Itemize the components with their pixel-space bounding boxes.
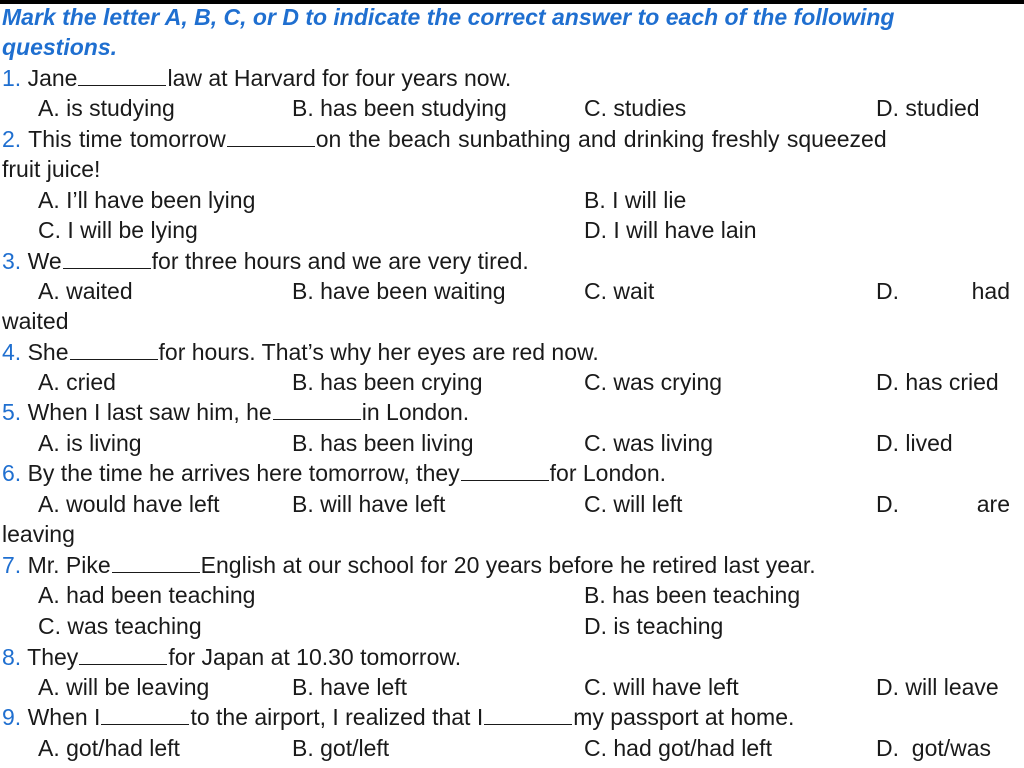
question-9 xyxy=(2,702,794,732)
question-text: By the time he arrives here tomorrow, they xyxy=(27,460,460,486)
question-text: This time tomorrow xyxy=(28,126,226,152)
question-text: They xyxy=(27,644,79,670)
answer-blank xyxy=(484,706,572,725)
option-d: D. xyxy=(876,278,899,304)
option-d-continuation: leaving xyxy=(2,521,75,547)
option-d: D. has cried xyxy=(876,369,999,395)
question-3 xyxy=(2,246,529,276)
option-c: C. was living xyxy=(584,430,714,456)
option-d: D. I will have lain xyxy=(584,217,757,243)
answer-blank xyxy=(112,554,200,573)
question-text: for Japan at 10.30 tomorrow. xyxy=(168,644,462,670)
option-c: C. studies xyxy=(584,95,687,121)
option-d-text: had xyxy=(971,278,1010,304)
question-number: 8. xyxy=(2,644,22,670)
question-number: 7. xyxy=(2,552,22,578)
option-d-text: are xyxy=(976,491,1010,517)
question-text: on the beach sunbathing and drinking freshly squeezed xyxy=(315,126,887,152)
question-text: for three hours and we are very tired. xyxy=(151,248,529,274)
question-text: in London. xyxy=(361,399,470,425)
question-text: law at Harvard for four years now. xyxy=(167,65,512,91)
question-7 xyxy=(2,550,816,580)
option-a: A. is studying xyxy=(38,95,175,121)
option-b: B. has been teaching xyxy=(584,582,801,608)
answer-blank xyxy=(273,401,361,420)
question-8 xyxy=(2,642,461,672)
question-number: 3. xyxy=(2,248,22,274)
option-b: B. have been waiting xyxy=(292,278,506,304)
question-number: 2. xyxy=(2,126,22,152)
question-number: 5. xyxy=(2,399,22,425)
option-d: D. lived xyxy=(876,430,953,456)
option-b: B. has been living xyxy=(292,430,474,456)
instruction-line-2: questions. xyxy=(2,34,118,60)
question-4 xyxy=(2,337,599,367)
option-c: C. was teaching xyxy=(38,613,202,639)
question-text: We xyxy=(27,248,62,274)
question-6 xyxy=(2,458,666,488)
option-c: C. was crying xyxy=(584,369,723,395)
option-c: C. will left xyxy=(584,491,683,517)
option-b: B. have left xyxy=(292,674,408,700)
option-d: D. xyxy=(876,491,899,517)
question-1 xyxy=(2,63,511,93)
option-c: C. will have left xyxy=(584,674,739,700)
option-c: C. wait xyxy=(584,278,655,304)
option-a: A. cried xyxy=(38,369,116,395)
question-2-continuation: fruit juice! xyxy=(2,156,101,182)
question-number: 9. xyxy=(2,704,22,730)
option-a: A. is living xyxy=(38,430,142,456)
option-b: B. I will lie xyxy=(584,187,687,213)
option-a: A. waited xyxy=(38,278,133,304)
option-a: A. got/had left xyxy=(38,735,180,761)
option-d: D. got/was xyxy=(876,735,992,761)
instruction-line-1: Mark the letter A, B, C, or D to indicate the correct answer to each of the following xyxy=(2,4,895,30)
option-c: C. I will be lying xyxy=(38,217,198,243)
question-5 xyxy=(2,397,469,427)
option-a: A. will be leaving xyxy=(38,674,210,700)
question-2 xyxy=(2,124,887,154)
option-b: B. has been studying xyxy=(292,95,507,121)
option-a: A. I’ll have been lying xyxy=(38,187,256,213)
option-d-continuation: waited xyxy=(2,308,69,334)
answer-blank xyxy=(461,462,549,481)
question-text: for London. xyxy=(549,460,667,486)
answer-blank xyxy=(63,250,151,269)
question-text: my passport at home. xyxy=(573,704,795,730)
option-c: C. had got/had left xyxy=(584,735,772,761)
option-d: D. is teaching xyxy=(584,613,724,639)
option-b: B. has been crying xyxy=(292,369,483,395)
answer-blank xyxy=(79,646,167,665)
question-number: 4. xyxy=(2,339,22,365)
option-b: B. got/left xyxy=(292,735,390,761)
question-text: She xyxy=(27,339,69,365)
option-b: B. will have left xyxy=(292,491,446,517)
question-text: for hours. That’s why her eyes are red now. xyxy=(158,339,599,365)
option-a: A. would have left xyxy=(38,491,220,517)
question-text: Mr. Pike xyxy=(27,552,111,578)
option-d: D. studied xyxy=(876,95,980,121)
question-number: 6. xyxy=(2,460,22,486)
question-text: to the airport, I realized that I xyxy=(190,704,484,730)
question-text: When I last saw him, he xyxy=(27,399,272,425)
option-d: D. will leave xyxy=(876,674,999,700)
answer-blank xyxy=(78,67,166,86)
answer-blank xyxy=(227,128,315,147)
answer-blank xyxy=(70,341,158,360)
question-text: When I xyxy=(27,704,101,730)
option-a: A. had been teaching xyxy=(38,582,256,608)
answer-blank xyxy=(101,706,189,725)
question-number: 1. xyxy=(2,65,22,91)
question-text: Jane xyxy=(27,65,78,91)
question-text: English at our school for 20 years before he retired last year. xyxy=(200,552,816,578)
